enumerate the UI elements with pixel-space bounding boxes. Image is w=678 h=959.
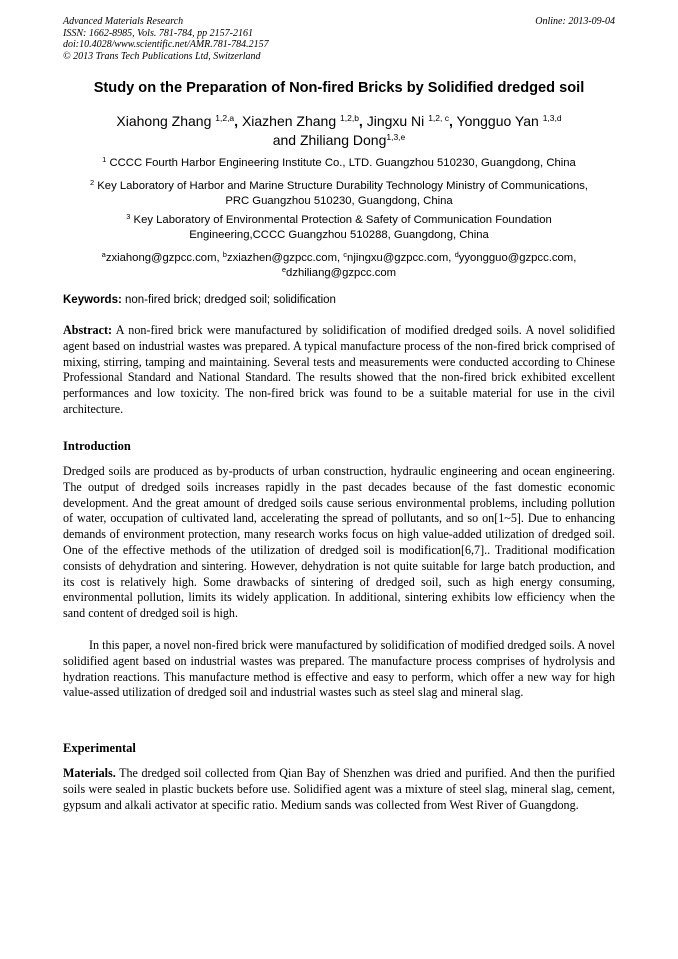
copyright-line: © 2013 Trans Tech Publications Ltd, Switzerland <box>63 50 261 62</box>
materials-label: Materials. <box>63 766 116 780</box>
introduction-paragraph-1: Dredged soils are produced as by-products of urban construction, hydraulic engineering and ocean engineering. The output of dredged soils increases rapidly in the past decades because of the fast domestic economic development. And the great amount of dredged soils cause serious environmental problems, including pollution of water, occupation of cultivated land, accelerating the spread of pollutants, and so on[1~5]. Due to enhancing demands of environment protection, many research works focus on high value-added utilization of dredged soil. One of the effective methods of the utilization of dredged soil is modification[6,7].. Traditional modification consists of dehydration and sintering. However, dehydration is not quite suitable for large batch production, and its cost is relatively high. Some drawbacks of sintering of dredged soil, such as high energy consuming, environmental pollution, limits its widely application. In additional, sintering exhibits low efficiency when the sand content of dredged soil is high. <box>63 464 615 621</box>
affiliation-text: Engineering,CCCC Guangzhou 510288, Guangdong, China <box>189 229 489 241</box>
abstract-text: A non-fired brick were manufactured by solidification of modified dredged soils. A novel solidified agent based on industrial wastes was prepared. A typical manufacture process of the non-fired brick comprised of mixing, stirring, tamping and maintaining. Several tests and measurements were conducted according to Chinese Professional Standard and National Standard. The results showed that the non-fired brick exhibited excellent performances and low toxicity. The non-fired brick was found to be a suitable material for use in the civil architecture. <box>63 323 615 416</box>
author-name: Xiahong Zhang <box>116 113 212 129</box>
affiliation-3 <box>55 213 623 243</box>
online-date: Online: 2013-09-04 <box>535 16 615 27</box>
doi-line: doi:10.4028/www.scientific.net/AMR.781-784.2157 <box>63 39 269 50</box>
author-list: Xiahong Zhang $^{1,2,a}$, Xiazhen Zhang $^{1,2,b}$, Jingxu Ni $^{1,2, c}$, Yongguo Yan $^{1,3,d}$ and Zhiliang Dong$^{1,3,e}$ <box>116 113 562 148</box>
keywords-label: Keywords: <box>63 294 122 306</box>
email-key: b <box>222 250 227 259</box>
affiliation-number: 1 <box>102 155 107 164</box>
affiliation-2 <box>55 179 623 209</box>
author-affiliation-mark: 1,2, c <box>428 113 449 123</box>
email-address[interactable]: zxiazhen@gzpcc.com, <box>226 252 341 264</box>
materials-text: The dredged soil collected from Qian Bay of Shenzhen was dried and purified. And then the purified soils were sealed in plastic buckets before use. Solidified agent was a mixture of steel slag, mineral slag, cement, gypsum and alkali activator at specific ratio. Medium sands was collected from West River of Guangdong. <box>63 766 615 812</box>
email-address[interactable]: yyongguo@gzpcc.com, <box>458 252 577 264</box>
abstract-paragraph <box>63 323 615 418</box>
author-conjunction: and <box>272 131 297 148</box>
journal-header <box>63 16 423 62</box>
author-affiliation-mark: 1,2,b <box>340 113 359 123</box>
affiliation-text: Key Laboratory of Environmental Protection & Safety of Communication Foundation <box>133 214 552 226</box>
email-key: a <box>101 250 106 259</box>
email-key: c <box>343 250 348 259</box>
email-key: d <box>454 250 459 259</box>
author-name: Jingxu Ni <box>366 113 425 129</box>
materials-paragraph <box>63 766 615 813</box>
author-name: Zhiliang Dong <box>299 131 387 148</box>
affiliation-number: 3 <box>126 212 131 221</box>
author-name: Yongguo Yan <box>456 113 539 129</box>
paper-title: Study on the Preparation of Non-fired Bricks by Solidified dredged soil <box>93 80 585 96</box>
affiliation-1 <box>55 156 623 171</box>
keywords-line <box>63 294 336 306</box>
section-heading-introduction: Introduction <box>63 439 131 453</box>
email-key: e <box>281 265 287 274</box>
section-heading-experimental: Experimental <box>63 741 136 755</box>
email-list <box>55 251 623 281</box>
email-address[interactable]: dzhiliang@gzpcc.com <box>286 267 397 279</box>
journal-name: Advanced Materials Research <box>63 16 184 27</box>
keywords-text: non-fired brick; dredged soil; solidification <box>125 294 336 306</box>
affiliation-text: CCCC Fourth Harbor Engineering Institute Co., LTD. Guangzhou 510230, Guangdong, China <box>109 157 576 169</box>
author-name: Xiazhen Zhang <box>241 113 337 129</box>
author-affiliation-mark: 1,3,d <box>542 113 562 123</box>
affiliation-number: 2 <box>89 178 95 187</box>
introduction-paragraph-2: In this paper, a novel non-fired brick were manufactured by solidification of modified dredged soils. A novel solidified agent based on industrial wastes was prepared. The manufacture process comprises of hydrolysis and hydration reactions. This manufacture method is effective and easy to perform, which offer a new way for high value-assed utilization of dredged soil and industrial wastes such as steel slag and mineral slag. <box>63 638 615 700</box>
email-address[interactable]: njingxu@gzpcc.com, <box>347 252 452 264</box>
issn-line: ISSN: 1662-8985, Vols. 781-784, pp 2157-2161 <box>63 27 253 39</box>
email-address[interactable]: zxiahong@gzpcc.com, <box>105 252 220 264</box>
affiliation-text: PRC Guangzhou 510230, Guangdong, China <box>225 195 453 207</box>
abstract-label: Abstract: <box>63 323 113 337</box>
author-affiliation-mark: 1,3,e <box>386 131 406 142</box>
author-affiliation-mark: 1,2,a <box>215 113 235 123</box>
affiliation-text: Key Laboratory of Harbor and Marine Structure Durability Technology Ministry of Communications, <box>97 180 589 192</box>
